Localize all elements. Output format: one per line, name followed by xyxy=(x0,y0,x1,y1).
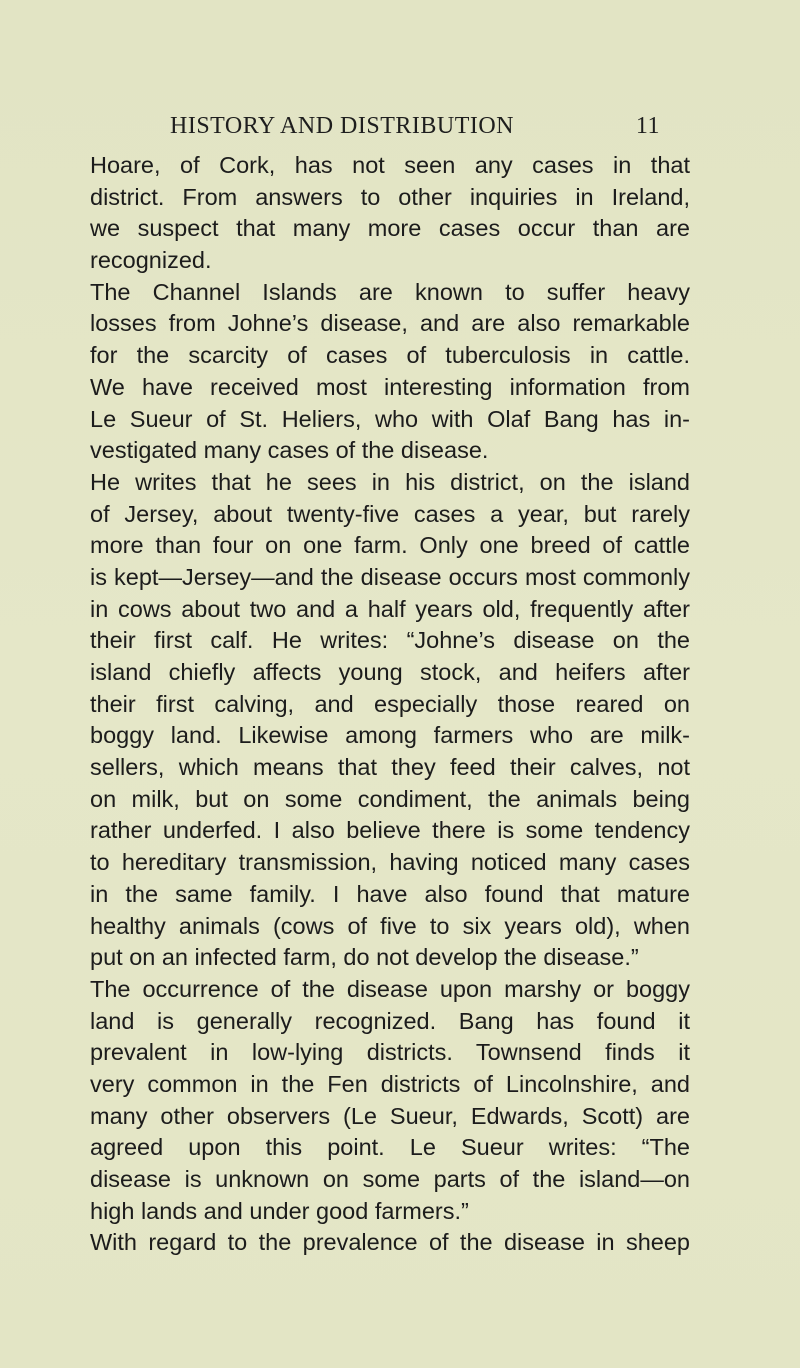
text-line: land is generally recognized. Bang has found it xyxy=(90,1007,690,1034)
text-line: in the same family. I have also found that mature xyxy=(90,880,690,907)
text-line: disease is unknown on some parts of the island—on xyxy=(90,1166,690,1192)
body-text xyxy=(90,150,690,1259)
text-line: in cows about two and a half years old, frequently after xyxy=(90,595,690,622)
text-line: very common in the Fen districts of Lincolnshire, and xyxy=(90,1070,690,1097)
text-line: We have received most interesting information from xyxy=(90,373,690,400)
text-line: The Channel Islands are known to suffer heavy xyxy=(90,278,690,305)
text-line: district. From answers to other inquiries in Ireland, xyxy=(90,183,690,210)
text-line: to hereditary transmission, having noticed many cases xyxy=(90,849,690,876)
text-line: healthy animals (cows of five to six years old), when xyxy=(90,912,690,939)
text-line: for the scarcity of cases of tuberculosis in cattle. xyxy=(90,342,690,369)
text-line: boggy land. Likewise among farmers who are milk- xyxy=(90,722,690,749)
text-line: put on an infected farm, do not develop the disease.” xyxy=(90,944,639,971)
text-line: With regard to the prevalence of the disease in sheep xyxy=(90,1229,690,1256)
text-line: is kept—Jersey—and the disease occurs most commonly xyxy=(90,563,690,590)
text-line: more than four on one farm. Only one breed of cattle xyxy=(90,532,690,559)
text-line: their first calving, and especially those reared on xyxy=(90,690,690,717)
text-line: vestigated many cases of the disease. xyxy=(90,437,489,464)
text-line: recognized. xyxy=(90,247,212,274)
text-line: many other observers (Le Sueur, Edwards, Scott) are xyxy=(90,1102,690,1129)
text-line: The occurrence of the disease upon marshy or boggy xyxy=(90,975,690,1002)
page-number: 11 xyxy=(635,113,660,139)
text-line: rather underfed. I also believe there is some tendency xyxy=(90,817,690,844)
text-line: He writes that he sees in his district, on the island xyxy=(90,468,690,495)
text-line: on milk, but on some condiment, the animals being xyxy=(90,785,690,812)
text-line: Le Sueur of St. Heliers, who with Olaf Bang has in- xyxy=(90,405,690,432)
text-line: of Jersey, about twenty-five cases a year, but rarely xyxy=(90,500,690,527)
text-line: we suspect that many more cases occur than are xyxy=(90,215,690,242)
text-line: island chiefly affects young stock, and heifers after xyxy=(90,659,690,685)
text-line: high lands and under good farmers.” xyxy=(90,1197,469,1224)
text-line: sellers, which means that they feed their calves, not xyxy=(90,754,690,781)
running-head-title: HISTORY AND DISTRIBUTION xyxy=(170,113,515,139)
text-line: Hoare, of Cork, has not seen any cases in that xyxy=(90,152,690,178)
text-line: agreed upon this point. Le Sueur writes: “The xyxy=(90,1134,690,1161)
text-line: losses from Johne’s disease, and are also remarkable xyxy=(90,310,690,337)
text-line: their first calf. He writes: “Johne’s disease on the xyxy=(90,627,690,654)
text-line: prevalent in low-lying districts. Townsend finds it xyxy=(90,1039,690,1066)
